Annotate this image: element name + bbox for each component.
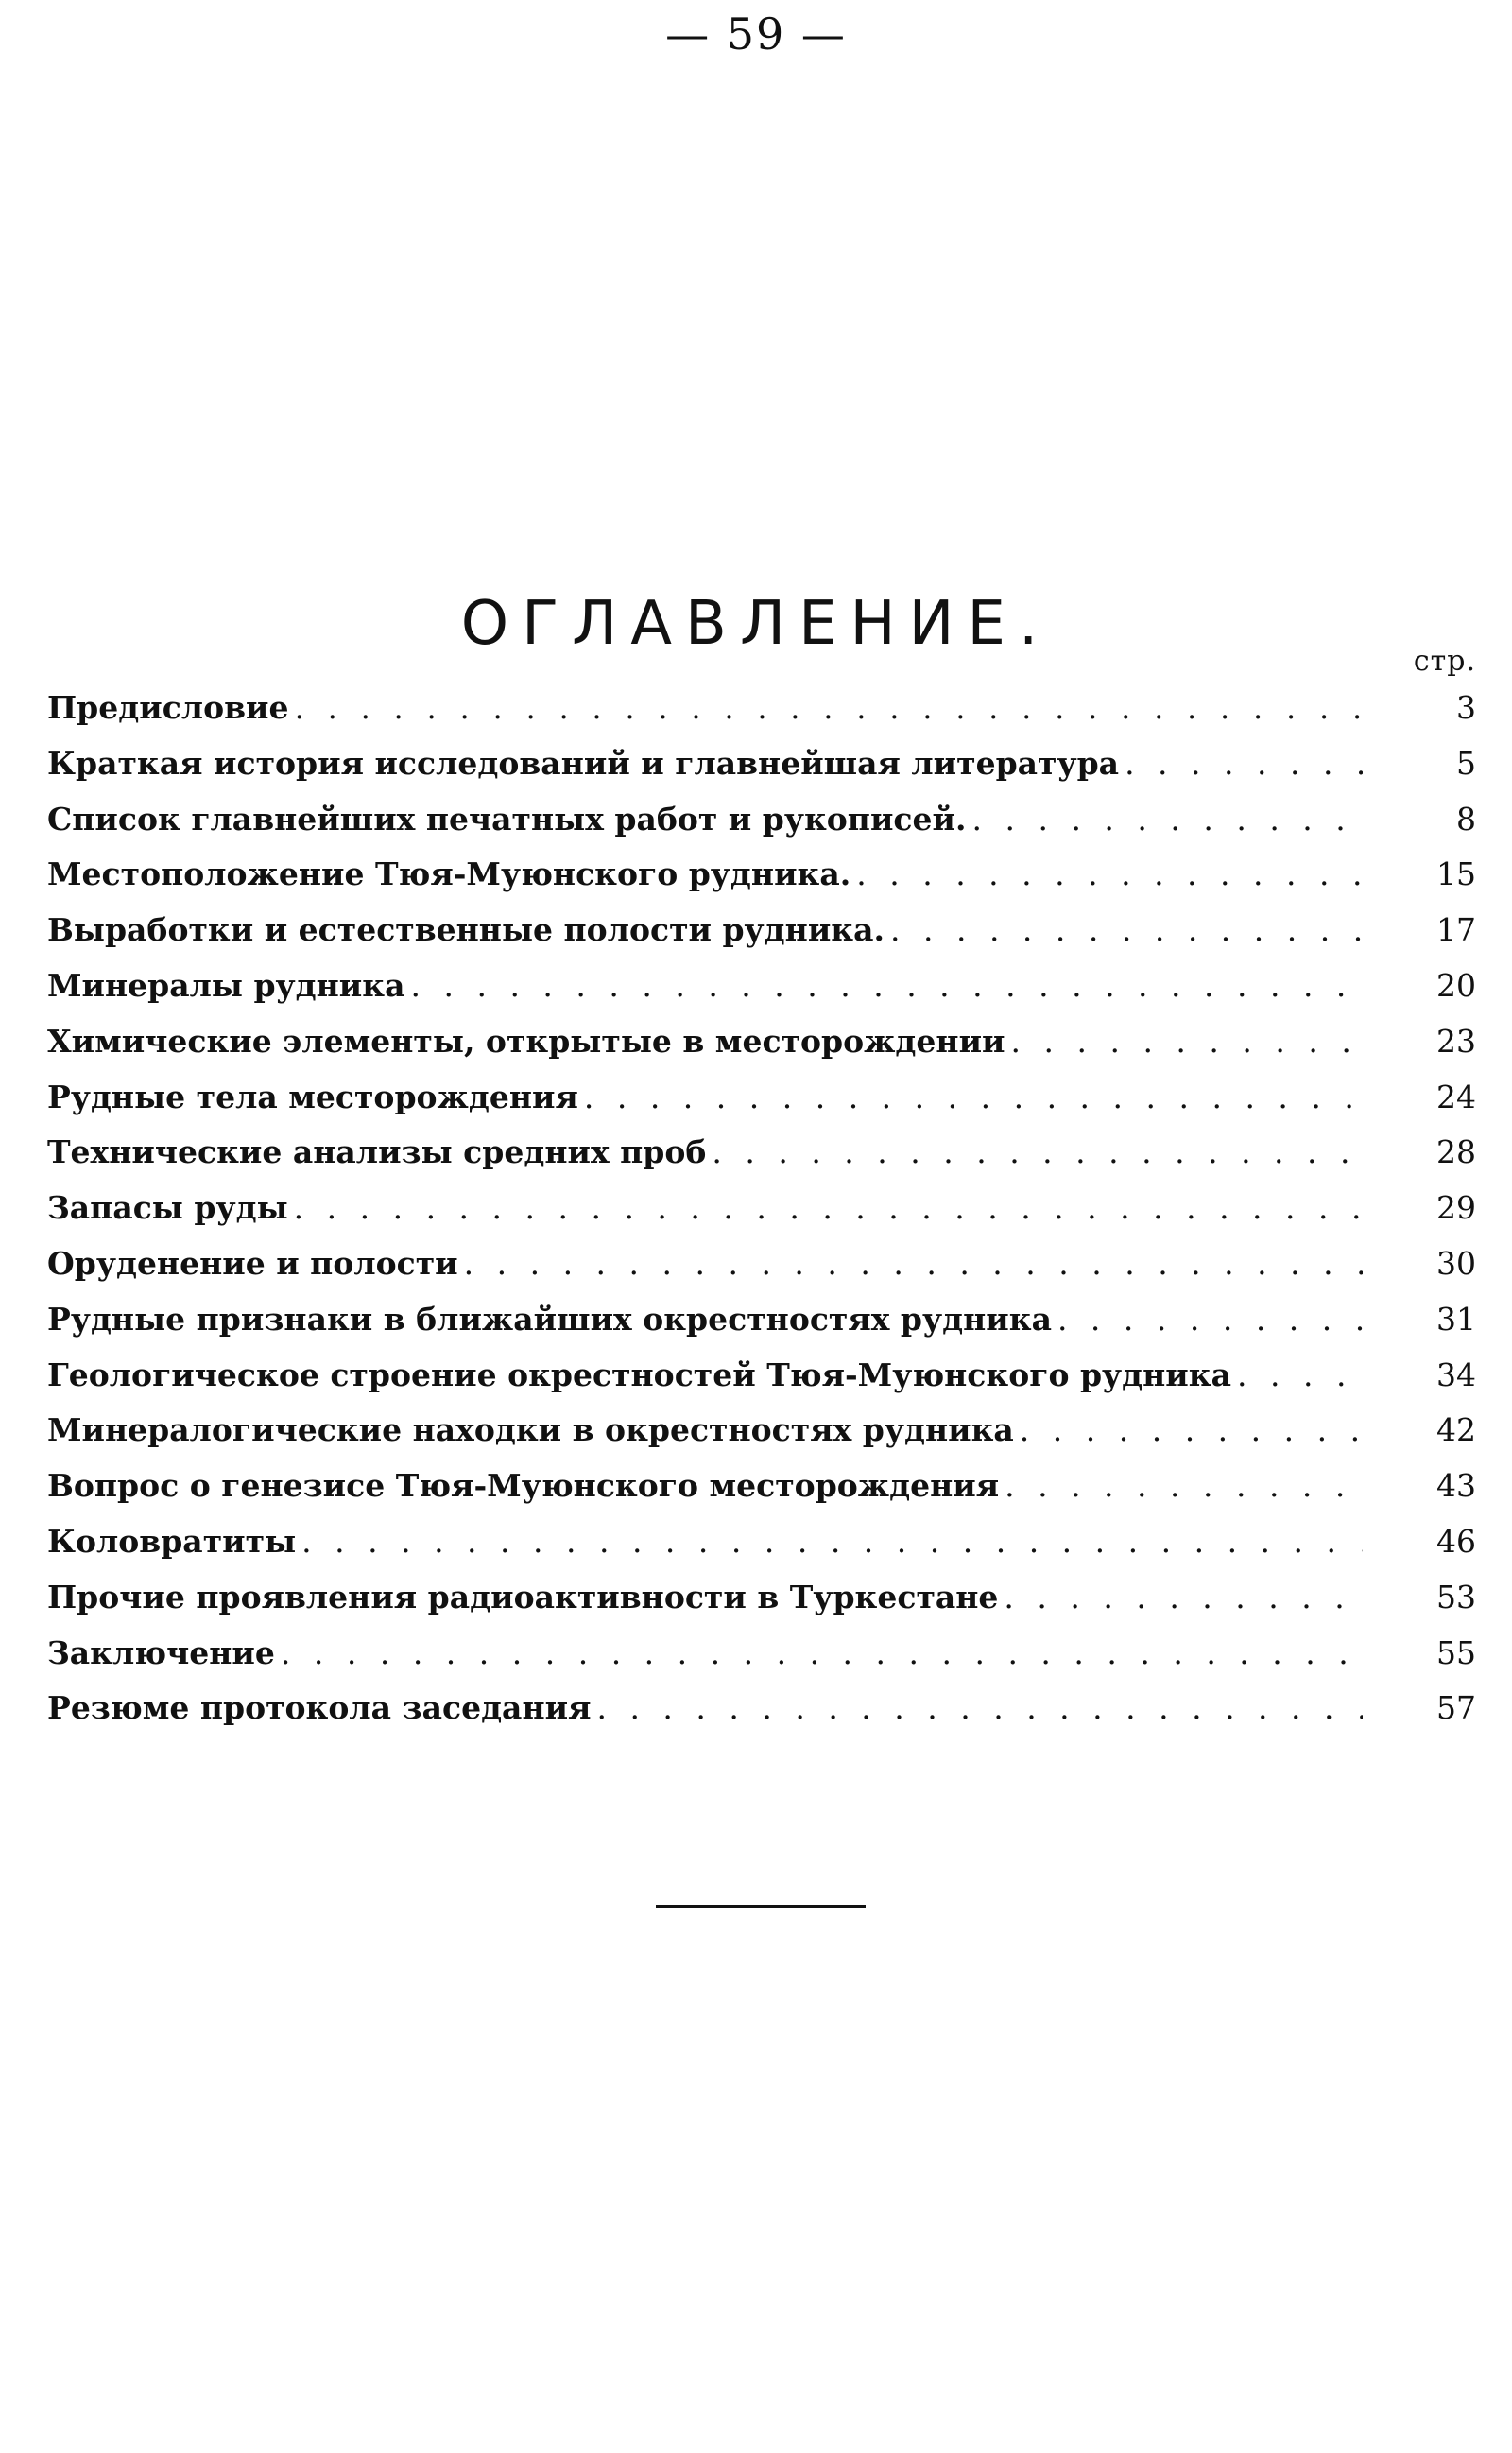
toc-entry — [47, 1070, 1476, 1126]
dot-leader — [1057, 1292, 1363, 1348]
toc-entry-title: Резюме протокола заседания — [47, 1689, 592, 1727]
toc-entry-title: Геологическое строение окрестностей Тюя-Муюнского рудника — [47, 1356, 1232, 1393]
toc-entry-page: 3 — [1456, 689, 1476, 726]
toc-entry-title: Запасы руды — [47, 1189, 288, 1227]
dot-leader — [1011, 1014, 1363, 1070]
dot-leader — [411, 959, 1364, 1014]
table-of-contents — [47, 681, 1476, 1736]
toc-entry-title: Технические анализы средних проб — [47, 1133, 707, 1171]
toc-entry-title: Краткая история исследований и главнейшая литература — [47, 744, 1120, 782]
toc-entry-title: Минералы рудника — [47, 966, 405, 1004]
toc-entry-page: 15 — [1436, 855, 1476, 893]
toc-entry-title: Вопрос о генезисе Тюя-Муюнского месторождения — [47, 1467, 1000, 1505]
toc-entry — [47, 1403, 1476, 1459]
toc-entry-page: 34 — [1436, 1356, 1476, 1393]
toc-entry-title: Минералогические находки в окрестностях рудника — [47, 1411, 1014, 1449]
dot-leader — [1020, 1403, 1363, 1459]
toc-entry — [47, 1292, 1476, 1348]
toc-entry — [47, 1681, 1476, 1736]
toc-entry-title: Предисловие — [47, 689, 289, 726]
dot-leader — [856, 847, 1363, 903]
toc-entry-page: 17 — [1436, 911, 1476, 949]
dot-leader — [294, 681, 1363, 736]
toc-entry-title: Рудные тела месторождения — [47, 1078, 578, 1115]
toc-entry — [47, 1514, 1476, 1570]
toc-entry-title: Химические элементы, открытые в месторождении — [47, 1022, 1005, 1060]
toc-entry-page: 57 — [1436, 1689, 1476, 1727]
toc-entry — [47, 1014, 1476, 1070]
dot-leader — [301, 1514, 1363, 1570]
toc-entry — [47, 1181, 1476, 1236]
toc-entry — [47, 1459, 1476, 1514]
dot-leader — [712, 1125, 1363, 1181]
toc-entry — [47, 847, 1476, 903]
toc-entry-title: Местоположение Тюя-Муюнского рудника. — [47, 855, 851, 893]
toc-entry-page: 46 — [1436, 1522, 1476, 1560]
page-column-header: стр. — [1413, 645, 1476, 678]
dot-leader — [1237, 1348, 1363, 1404]
toc-entry-page: 8 — [1456, 800, 1476, 838]
page-number: — 59 — — [665, 9, 847, 60]
toc-entry — [47, 1626, 1476, 1682]
toc-entry-page: 23 — [1436, 1022, 1476, 1060]
toc-entry — [47, 903, 1476, 959]
toc-entry-title: Рудные признаки в ближайших окрестностях рудника — [47, 1300, 1052, 1338]
toc-entry — [47, 736, 1476, 792]
dot-leader — [972, 792, 1364, 848]
dot-leader — [1004, 1570, 1363, 1626]
toc-entry-page: 53 — [1436, 1578, 1476, 1615]
dot-leader — [596, 1681, 1363, 1736]
toc-entry-page: 31 — [1436, 1300, 1476, 1338]
toc-entry-page: 5 — [1456, 744, 1476, 782]
toc-entry-title: Прочие проявления радиоактивности в Туркестане — [47, 1578, 999, 1615]
toc-entry — [47, 1236, 1476, 1292]
toc-entry — [47, 792, 1476, 848]
toc-entry — [47, 1125, 1476, 1181]
toc-entry-title: Заключение — [47, 1633, 275, 1671]
dot-leader — [890, 903, 1363, 959]
dot-leader — [1005, 1459, 1363, 1514]
toc-entry-title: Оруденение и полости — [47, 1244, 458, 1282]
toc-entry-page: 43 — [1436, 1467, 1476, 1505]
toc-entry-page: 29 — [1436, 1189, 1476, 1227]
toc-entry — [47, 681, 1476, 736]
dot-leader — [281, 1626, 1363, 1682]
toc-entry — [47, 959, 1476, 1014]
toc-entry-page: 42 — [1436, 1411, 1476, 1449]
dot-leader — [1125, 736, 1363, 792]
toc-entry — [47, 1348, 1476, 1404]
page-title: ОГЛАВЛЕНИЕ. — [460, 588, 1052, 659]
end-rule — [656, 1905, 866, 1908]
dot-leader — [294, 1181, 1363, 1236]
toc-entry-page: 28 — [1436, 1133, 1476, 1171]
toc-entry-title: Выработки и естественные полости рудника. — [47, 911, 885, 949]
dot-leader — [464, 1236, 1363, 1292]
toc-entry — [47, 1570, 1476, 1626]
toc-entry-title: Коловратиты — [47, 1522, 297, 1560]
dot-leader — [584, 1070, 1363, 1126]
toc-entry-page: 30 — [1436, 1244, 1476, 1282]
toc-entry-title: Список главнейших печатных работ и рукописей. — [47, 800, 967, 838]
toc-entry-page: 55 — [1436, 1633, 1476, 1671]
toc-entry-page: 24 — [1436, 1078, 1476, 1115]
toc-entry-page: 20 — [1436, 966, 1476, 1004]
